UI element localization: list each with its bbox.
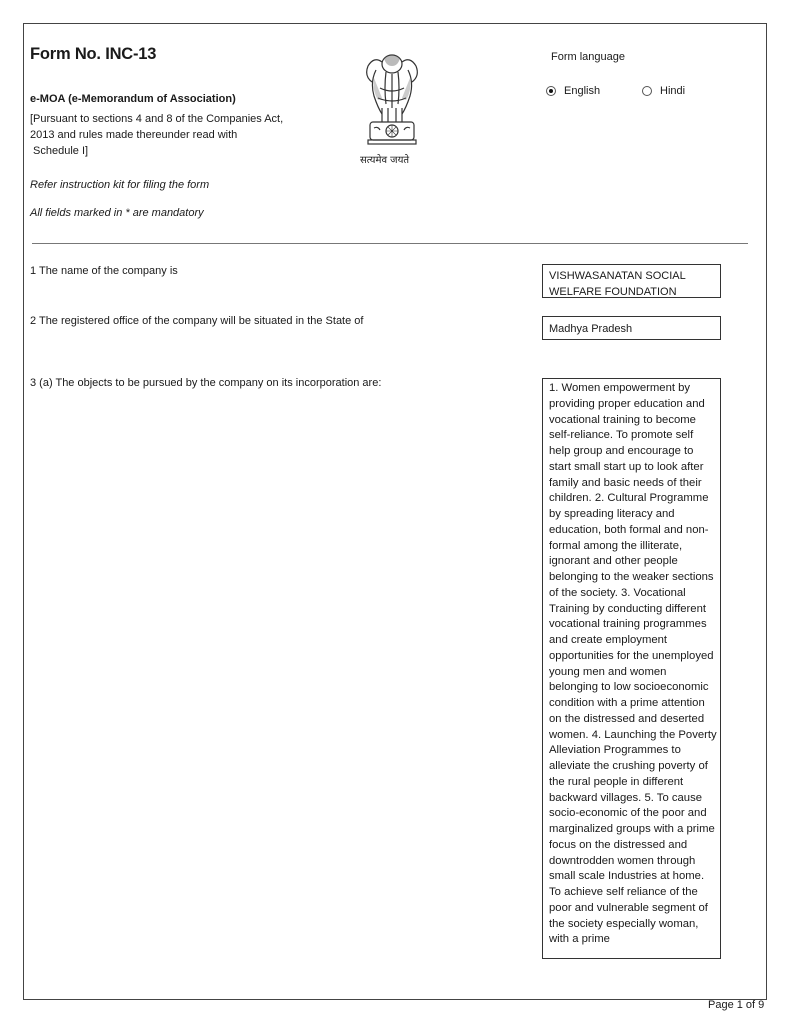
page-indicator: Page 1 of 9 [708, 999, 765, 1011]
objects-textarea[interactable]: 1. Women empowerment by providing proper education and vocational training to become self-reliance. To promote self help group and encourage to start small start up to look after family and basic needs of their children. 2. Cultural Programme by spreading literacy and education, both formal and non-formal among the illiterate, ignorant and other people belonging to the weaker sections of the society. 3. Vocational Training by conducting different vocational training programmes and create employment opportunities for the unemployed young men and women belonging to low socioeconomic condition with a prime attention on the distressed and deserted women. 4. Launching the Poverty Alleviation Programmes to alleviate the crushing poverty of the rural people in different backward villages. 5. To cause socio-economic of the poor and marginalized groups with a prime focus on the distressed and downtrodden women through small scale Industries at home. To achieve self reliance of the poor and vulnerable segment of the society especially woman, with a prime [542, 378, 721, 959]
header-divider [32, 243, 748, 244]
pursuant-line: [Pursuant to sections 4 and 8 of the Companies Act, [30, 113, 284, 125]
form-language-radio-group [546, 85, 685, 97]
registered-state-label: 2 The registered office of the company will be situated in the State of [30, 315, 364, 327]
company-name-field[interactable]: VISHWASANATAN SOCIAL WELFARE FOUNDATION [542, 264, 721, 298]
mandatory-note: All fields marked in * are mandatory [30, 207, 204, 219]
company-name-label: 1 The name of the company is [30, 265, 178, 277]
form-number-title: Form No. INC-13 [30, 45, 157, 63]
radio-hindi-label: Hindi [660, 85, 686, 97]
instruction-note: Refer instruction kit for filing the form [30, 179, 210, 191]
radio-checked-icon[interactable] [546, 86, 556, 96]
objects-label: 3 (a) The objects to be pursued by the company on its incorporation are: [30, 377, 382, 389]
emblem-motto: सत्यमेव जयते [360, 155, 410, 166]
pursuant-line: Schedule I] [30, 145, 89, 157]
radio-english[interactable] [546, 85, 642, 97]
pursuant-note [30, 111, 320, 159]
state-emblem-icon [352, 48, 432, 168]
pursuant-line: 2013 and rules made thereunder read with [30, 129, 238, 141]
form-language-label: Form language [551, 51, 625, 63]
radio-unchecked-icon[interactable] [642, 86, 652, 96]
radio-english-label: English [564, 85, 601, 97]
radio-hindi[interactable] [642, 85, 685, 97]
registered-state-field[interactable]: Madhya Pradesh [542, 316, 721, 340]
form-subtitle: e-MOA (e-Memorandum of Association) [30, 93, 236, 105]
